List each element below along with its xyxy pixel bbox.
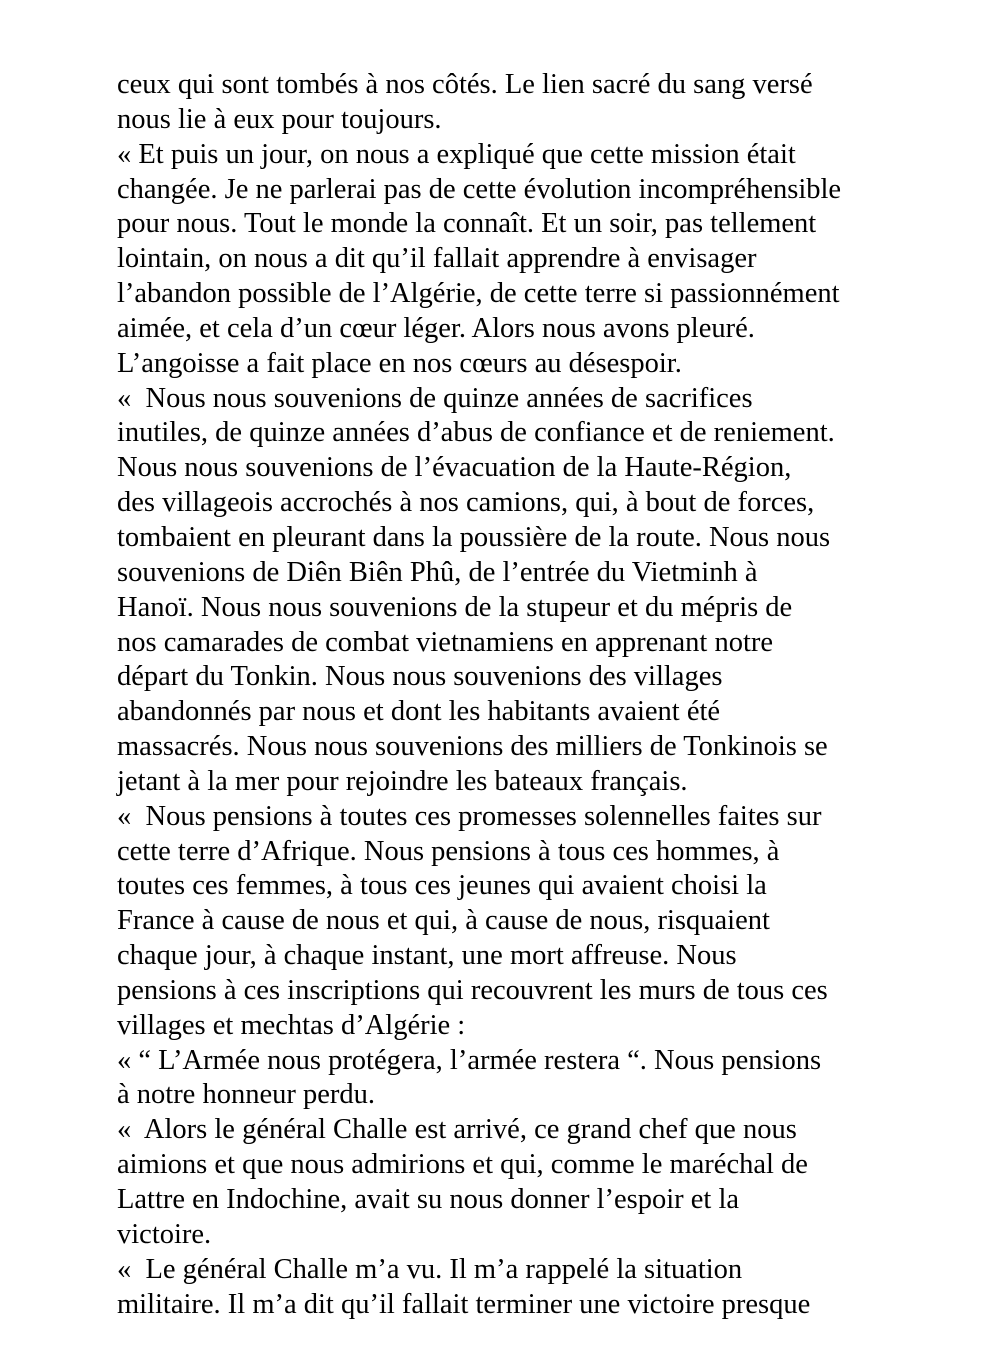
- text-line: toutes ces femmes, à tous ces jeunes qui avaient choisi la: [117, 870, 767, 902]
- text-line: aimée, et cela d’un cœur léger. Alors nous avons pleuré.: [117, 312, 755, 344]
- text-line: France à cause de nous et qui, à cause de nous, risquaient: [117, 905, 770, 937]
- text-line: « “ L’Armée nous protégera, l’armée restera “. Nous pensions: [117, 1044, 822, 1076]
- text-line: Lattre en Indochine, avait su nous donner l’espoir et la: [117, 1184, 740, 1215]
- text-line: nous lie à eux pour toujours.: [117, 103, 442, 135]
- text-line: massacrés. Nous nous souvenions des milliers de Tonkinois se: [117, 731, 828, 763]
- text-line: militaire. Il m’a dit qu’il fallait terminer une victoire presque: [117, 1288, 811, 1320]
- text-line: « Le général Challe m’a vu. Il m’a rappelé la situation: [117, 1253, 743, 1285]
- text-line: pour nous. Tout le monde la connaît. Et un soir, pas tellement: [117, 208, 817, 240]
- text-line: « Et puis un jour, on nous a expliqué que cette mission était: [117, 138, 796, 170]
- text-line: nos camarades de combat vietnamiens en apprenant notre: [117, 626, 774, 658]
- text-line: changée. Je ne parlerai pas de cette évolution incompréhensible: [117, 173, 842, 205]
- text-line: lointain, on nous a dit qu’il fallait apprendre à envisager: [117, 243, 757, 275]
- text-line: à notre honneur perdu.: [117, 1079, 375, 1111]
- text-line: inutiles, de quinze années d’abus de confiance et de reniement.: [117, 417, 835, 449]
- text-line: l’abandon possible de l’Algérie, de cette terre si passionnément: [117, 278, 840, 310]
- text-line: victoire.: [117, 1218, 212, 1250]
- text-line: Hanoï. Nous nous souvenions de la stupeur et du mépris de: [117, 591, 793, 623]
- text-line: tombaient en pleurant dans la poussière de la route. Nous nous: [117, 521, 831, 553]
- text-line: Nous nous souvenions de l’évacuation de la Haute-Région,: [117, 452, 792, 484]
- text-line: « Nous nous souvenions de quinze années de sacrifices: [117, 382, 753, 414]
- text-line: « Alors le général Challe est arrivé, ce grand chef que nous: [117, 1114, 797, 1146]
- text-line: cette terre d’Afrique. Nous pensions à tous ces hommes, à: [117, 835, 780, 867]
- text-line: aimions et que nous admirions et qui, comme le maréchal de: [117, 1149, 808, 1181]
- text-line: souvenions de Diên Biên Phû, de l’entrée du Vietminh à: [117, 556, 758, 588]
- text-line: L’angoisse a fait place en nos cœurs au désespoir.: [117, 347, 682, 379]
- text-line: « Nous pensions à toutes ces promesses solennelles faites sur: [117, 800, 822, 832]
- document-page: [117, 68, 917, 1322]
- text-line: départ du Tonkin. Nous nous souvenions des villages: [117, 661, 723, 693]
- text-line: jetant à la mer pour rejoindre les bateaux français.: [117, 765, 688, 797]
- text-line: des villageois accrochés à nos camions, qui, à bout de forces,: [117, 487, 815, 519]
- text-line: ceux qui sont tombés à nos côtés. Le lien sacré du sang versé: [117, 69, 813, 100]
- text-line: abandonnés par nous et dont les habitants avaient été: [117, 696, 721, 728]
- text-line: pensions à ces inscriptions qui recouvrent les murs de tous ces: [117, 974, 828, 1006]
- text-line: chaque jour, à chaque instant, une mort affreuse. Nous: [117, 940, 737, 972]
- text-line: villages et mechtas d’Algérie :: [117, 1009, 466, 1041]
